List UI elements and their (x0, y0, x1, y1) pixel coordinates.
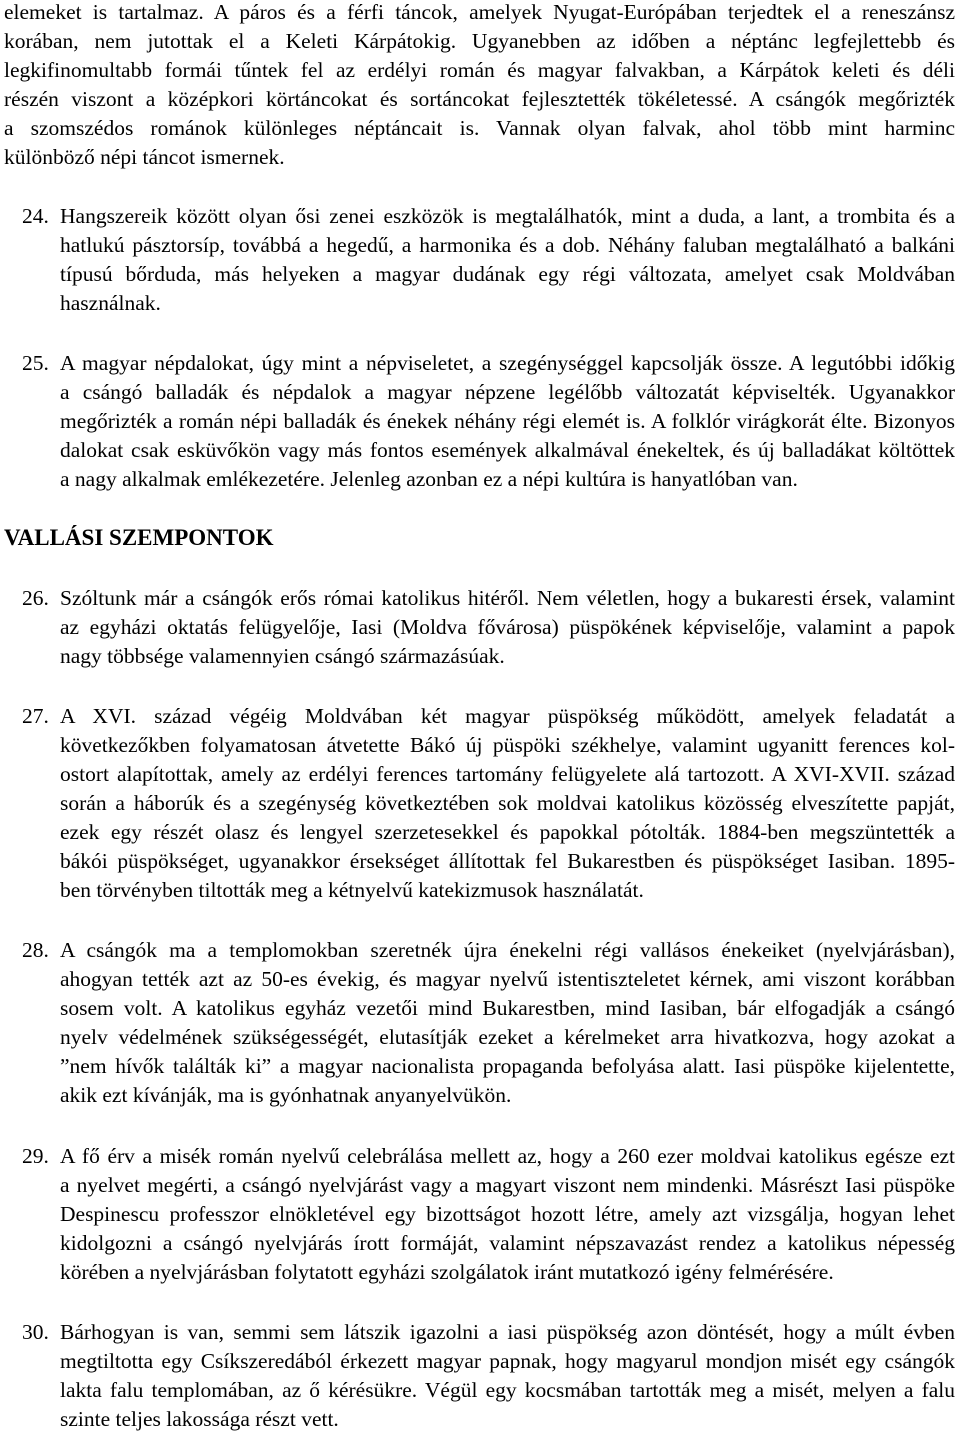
text-line: megtiltotta egy Csíkszeredából érkezett magyar papnak, hogy magyarul mondjon misét egy csángók (60, 1349, 955, 1373)
text-line: elemeket is tartalmaz. A páros és a férfi táncok, amelyek Nyugat-Európában terjedtek el a reneszánsz (4, 0, 955, 24)
text-line: A fő érv a misék román nyelvű celebrálása mellett az, hogy a 260 ezer moldvai katolikus egésze ezt (60, 1144, 955, 1168)
text-line: ”nem hívők találták ki” a magyar nacionalista propaganda befolyása alatt. Iasi püspöke kijelentette, (60, 1054, 955, 1078)
intro-paragraph (4, 0, 955, 172)
text-line: A csángók ma a templomokban szeretnék újra énekelni régi vallásos énekeiket (nyelvjárásban), (60, 938, 955, 962)
paragraph-24 (22, 202, 955, 318)
text-line: szinte teljes lakossága részt vett. (60, 1407, 339, 1431)
text-line: részén viszont a középkori körtáncokat és sortáncokat fejlesztették tökéletessé. A csángók megőrizték (4, 87, 955, 111)
paragraph-number: 29. (22, 1144, 49, 1168)
text-line: A magyar népdalokat, úgy mint a népviseletet, a szegénységgel kapcsolják össze. A legutóbbi időkig (60, 351, 955, 375)
text-line: Bárhogyan is van, semmi sem látszik igazolni a iasi püspökség azon döntését, hogy a múlt évben (60, 1320, 955, 1344)
paragraph-number: 30. (22, 1320, 49, 1344)
paragraph-number: 26. (22, 586, 49, 610)
paragraph-number: 27. (22, 704, 49, 728)
text-line: hatlukú pásztorsíp, továbbá a hegedű, a harmonika és a dob. Néhány faluban megtalálható a balkáni (60, 233, 955, 257)
paragraph-body (60, 1142, 955, 1287)
paragraph-body (60, 584, 955, 671)
text-line: Despinescu professzor elnökletével egy bizottságot hozott létre, amely azt vizsgálja, hogyan lehet (60, 1202, 955, 1226)
text-line: a csángó balladák és népdalok a magyar népzene legélőbb változatát képviselték. Ugyanakkor (60, 380, 955, 404)
paragraph-body (60, 349, 955, 494)
paragraph-28 (22, 936, 955, 1110)
paragraph-27 (22, 702, 955, 905)
text-line: során a háborúk és a szegénység következtében sok moldvai katolikus közösség elveszítette papját, (60, 791, 955, 815)
text-line: megőrizték a román népi balladák és énekek néhány régi elemét is. A folklór virágkorát élte. Bizonyos (60, 409, 955, 433)
text-line: használnak. (60, 291, 161, 315)
paragraph-number: 24. (22, 204, 49, 228)
text-line: Szóltunk már a csángók erős római katolikus hitéről. Nem véletlen, hogy a bukaresti érsek, valamint (60, 586, 955, 610)
text-line: A XVI. század végéig Moldvában két magyar püspökség működött, amelyek feladatát a (60, 704, 955, 728)
text-line: lakta falu templomában, az ő kérésükre. Végül egy kocsmában tartották meg a misét, melyen a falu (60, 1378, 955, 1402)
paragraph-number: 25. (22, 351, 49, 375)
text-line: típusú bőrduda, más helyeken a magyar dudának egy régi változata, amelyet csak Moldvában (60, 262, 955, 286)
text-line: az egyházi oktatás felügyelője, Iasi (Moldva fővárosa) püspökének képviselője, valamint a papok (60, 615, 955, 639)
text-line: akik ezt kívánják, ma is gyónhatnak anyanyelvükön. (60, 1083, 512, 1107)
text-line: dalokat csak esküvőkön vagy más fontos események alkalmával énekeltek, és új balladákat költöttek (60, 438, 955, 462)
text-line: a szomszédos románok különleges néptáncait is. Vannak olyan falvak, ahol több mint harminc (4, 116, 955, 140)
paragraph-29 (22, 1142, 955, 1287)
section-heading: VALLÁSI SZEMPONTOK (4, 525, 274, 550)
text-line: ben törvényben tiltották meg a kétnyelvű katekizmusok használatát. (60, 878, 644, 902)
paragraph-body (60, 702, 955, 905)
paragraph-number: 28. (22, 938, 49, 962)
text-line: különböző népi táncot ismernek. (4, 145, 285, 169)
text-line: ezek egy részét olasz és lengyel szerzetesekkel és papokkal pótolták. 1884-ben megszüntették a (60, 820, 955, 844)
text-line: ahogyan tették azt az 50-es évekig, és magyar nyelvű istentiszteletet kérnek, ami viszont korábban (60, 967, 955, 991)
paragraph-30 (22, 1318, 955, 1434)
paragraph-25 (22, 349, 955, 494)
text-line: sosem volt. A katolikus egyház vezetői mind Bukarestben, mind Iasiban, bár elfogadják a csángó (60, 996, 955, 1020)
paragraph-26 (22, 584, 955, 671)
text-line: ostort alapítottak, amely az erdélyi ferences tartomány felügyelete alá tartozott. A XVI-XVII. század (60, 762, 955, 786)
text-line: legkifinomultabb formái tűntek fel az erdélyi román és magyar falvakban, a Kárpátok keleti és déli (4, 58, 955, 82)
text-line: következőkben folyamatosan átvetette Bákó új püspöki székhelye, valamint ugyanitt ferences kol- (60, 733, 955, 757)
text-line: a nyelvet megérti, a csángó nyelvjárást vagy a magyart viszont nem mindenki. Másrészt Iasi püspöke (60, 1173, 955, 1197)
text-line: kidolgozni a csángó nyelvjárás írott formáját, valamint népszavazást rendez a katolikus népesség (60, 1231, 955, 1255)
paragraph-body (60, 936, 955, 1110)
text-line: nagy többsége valamennyien csángó származásúak. (60, 644, 505, 668)
text-line: Hangszereik között olyan ősi zenei eszközök is megtalálhatók, mint a duda, a lant, a trombita és a (60, 204, 955, 228)
text-line: körében a nyelvjárásban folytatott egyházi szolgálatok iránt mutatkozó igény felmérésére. (60, 1260, 834, 1284)
paragraph-body (60, 1318, 955, 1434)
text-line: korában, nem jutottak el a Keleti Kárpátokig. Ugyanebben az időben a néptánc legfejlettebb és (4, 29, 955, 53)
paragraph-body (60, 202, 955, 318)
text-line: a nagy alkalmak emlékezetére. Jelenleg azonban ez a népi kultúra is hanyatlóban van. (60, 467, 798, 491)
text-line: bákói püspökséget, ugyanakkor érsekséget állítottak fel Bukarestben és püspökséget Iasiban. 1895- (60, 849, 955, 873)
text-line: nyelv védelmének szükségességét, elutasítják ezeket a kérelmeket arra hivatkozva, hogy azokat a (60, 1025, 955, 1049)
